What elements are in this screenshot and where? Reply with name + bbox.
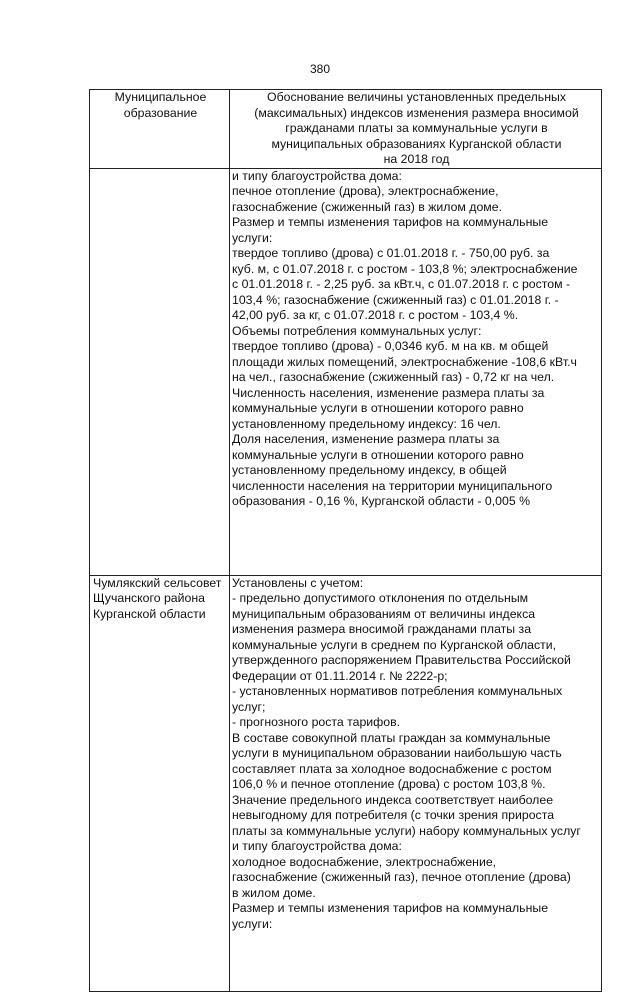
justification-cell: [230, 575, 602, 991]
municipality-cell: [90, 575, 230, 991]
text-line: газоснабжение (сжиженный газ) в жилом доме.: [232, 199, 503, 214]
text-line: Численность населения, изменение размера платы за: [232, 385, 545, 400]
text-line: Объемы потребления коммунальных услуг:: [232, 323, 482, 338]
header-line: гражданами платы за коммунальные услуги в: [285, 121, 548, 135]
municipality-line: Чумлякский сельсовет: [93, 575, 222, 590]
header-line: муниципальных образованиях Курганской области: [271, 136, 562, 151]
header-justification: [230, 90, 602, 169]
text-line: в жилом доме.: [232, 885, 316, 900]
text-line: Доля населения, изменение размера платы за: [232, 432, 500, 446]
text-line: 103,4 %; газоснабжение (сжиженный газ) с 01.01.2018 г. -: [232, 292, 559, 307]
text-line: Установлены с учетом:: [232, 575, 364, 590]
text-line: Размер и темпы изменения тарифов на коммунальные: [232, 215, 549, 229]
municipality-cell: [90, 168, 230, 575]
text-line: на чел., газоснабжение (сжиженный газ) - 0,72 кг на чел.: [232, 370, 555, 384]
header-line: на 2018 год: [383, 152, 450, 166]
text-line: муниципальным образованиям от величины индекса: [232, 606, 536, 621]
header-line: (максимальных) индексов изменения размера вносимой: [254, 105, 579, 120]
text-line: В составе совокупной платы граждан за коммунальные: [232, 730, 551, 745]
text-line: коммунальные услуги в отношении которого равно: [232, 401, 524, 415]
text-line: утвержденного распоряжением Правительства Российской: [232, 653, 571, 667]
text-line: и типу благоустройства дома:: [232, 168, 402, 183]
text-line: Значение предельного индекса соответствует наиболее: [232, 792, 554, 807]
header-line: Обоснование величины установленных предельных: [267, 90, 566, 104]
page-number: 380: [309, 62, 331, 76]
text-line: Федерации от 01.11.2014 г. № 2222-р;: [232, 668, 448, 683]
header-line: Муниципальное: [114, 90, 207, 104]
text-line: невыгодному для потребителя (с точки зрения прироста: [232, 808, 555, 822]
text-line: составляет плата за холодное водоснабжение с ростом: [232, 761, 552, 776]
text-line: изменения размера вносимой гражданами платы за: [232, 622, 532, 636]
header-municipality: [90, 90, 230, 169]
justification-cell: [230, 168, 602, 575]
tariff-justification-table: [89, 89, 602, 992]
text-line: платы за коммунальные услуги) набору коммунальных услуг: [232, 823, 581, 838]
header-line: образование: [123, 105, 198, 120]
text-line: твердое топливо (дрова) - 0,0346 куб. м на кв. м общей: [232, 339, 549, 353]
text-line: установленному предельному индексу: 16 чел.: [232, 416, 501, 431]
text-line: холодное водоснабжение, электроснабжение,: [232, 854, 497, 869]
table-row: [90, 575, 602, 991]
text-line: - прогнозного роста тарифов.: [232, 715, 401, 729]
text-line: - установленных нормативов потребления коммунальных: [232, 684, 563, 698]
text-line: - предельно допустимого отклонения по отдельным: [232, 591, 529, 605]
text-line: услуги в муниципальном образовании наибольшую часть: [232, 746, 562, 760]
text-line: установленному предельному индексу, в общей: [232, 463, 507, 477]
text-line: коммунальные услуги в среднем по Курганской области,: [232, 637, 557, 652]
text-line: численности населения на территории муниципального: [232, 478, 553, 493]
table-header-row: [90, 90, 602, 169]
text-line: с 01.01.2018 г. - 2,25 руб. за кВт.ч, с 01.07.2018 г. с ростом -: [232, 277, 571, 291]
text-line: Размер и темпы изменения тарифов на коммунальные: [232, 901, 549, 915]
municipality-line: Курганской области: [93, 606, 206, 621]
text-line: образования - 0,16 %, Курганской области - 0,005 %: [232, 494, 531, 508]
table-row: [90, 168, 602, 575]
text-line: печное отопление (дрова), электроснабжение,: [232, 184, 499, 198]
text-line: 42,00 руб. за кг, с 01.07.2018 г. с ростом - 103,4 %.: [232, 308, 519, 322]
text-line: газоснабжение (сжиженный газ), печное отопление (дрова): [232, 870, 571, 884]
text-line: площади жилых помещений, электроснабжение -108,6 кВт.ч: [232, 354, 577, 369]
municipality-line: Щучанского района: [93, 591, 205, 605]
text-line: 106,0 % и печное отопление (дрова) с ростом 103,8 %.: [232, 777, 546, 791]
text-line: услуги:: [232, 916, 273, 931]
text-line: услуг;: [232, 699, 266, 714]
text-line: и типу благоустройства дома:: [232, 839, 402, 853]
text-line: куб. м, с 01.07.2018 г. с ростом - 103,8 %; электроснабжение: [232, 261, 578, 276]
text-line: твердое топливо (дрова) с 01.01.2018 г. - 750,00 руб. за: [232, 246, 550, 260]
text-line: услуги:: [232, 230, 273, 245]
text-line: коммунальные услуги в отношении которого равно: [232, 447, 524, 462]
